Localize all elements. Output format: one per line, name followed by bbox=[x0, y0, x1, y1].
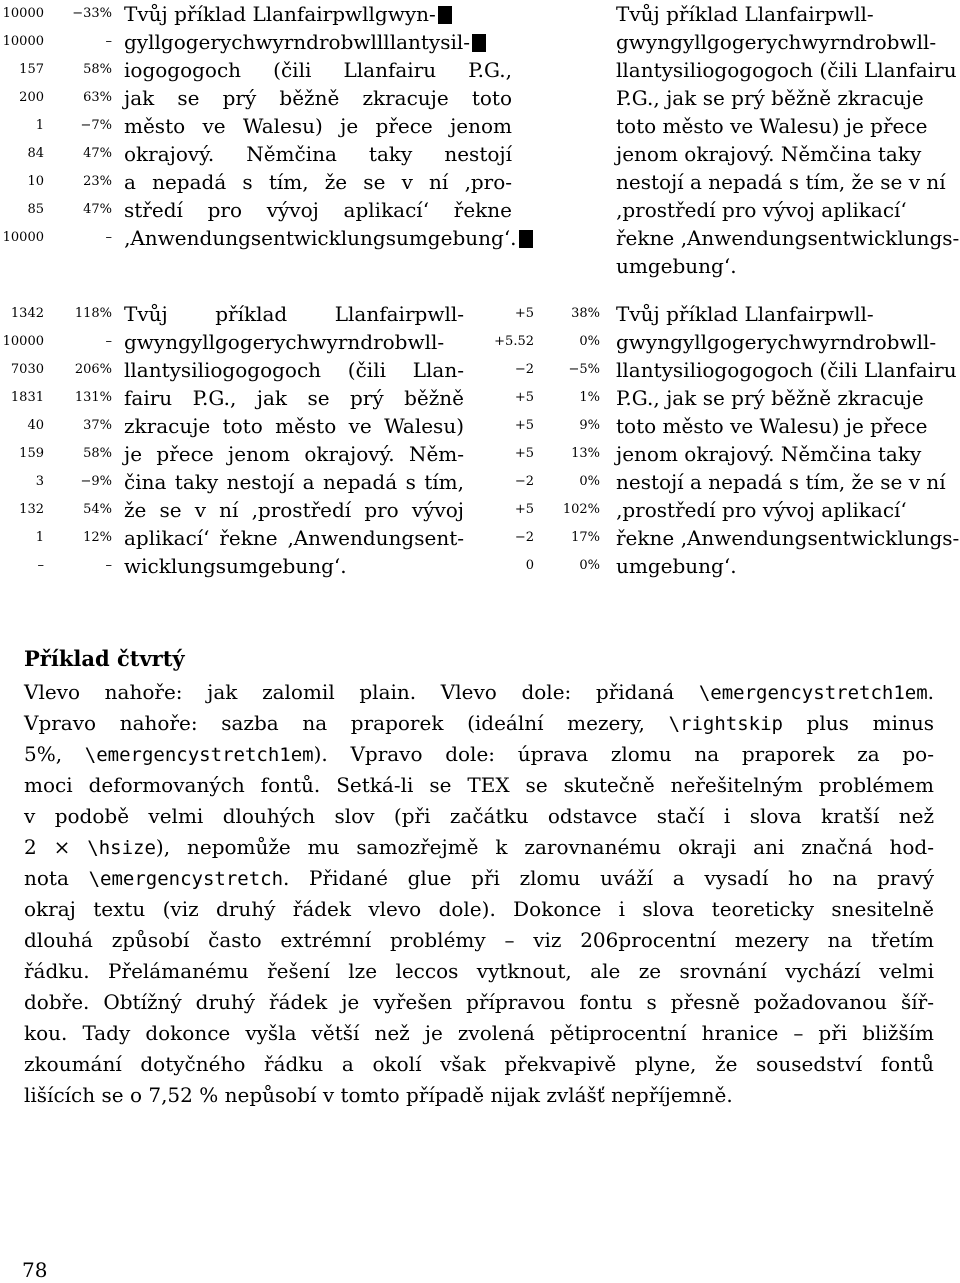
text-line: že se v ní ‚prostředí pro vývoj bbox=[124, 498, 464, 522]
badness-value: 1 bbox=[35, 118, 44, 133]
stretch-value: 47% bbox=[83, 146, 112, 161]
paragraph-line bbox=[24, 1049, 934, 1080]
stretch-value: 47% bbox=[83, 202, 112, 217]
paragraph-text: dobře. Obtížný druhý řádek je vyřešen přípravou fontu s přesně požadovanou šíř- bbox=[24, 990, 934, 1014]
stretch-value: 102% bbox=[562, 502, 600, 517]
overfull-box-marker bbox=[472, 34, 486, 52]
text-line: nestojí a nepadá s tím, že se v ní bbox=[616, 470, 946, 494]
badness-value: 132 bbox=[19, 502, 44, 517]
paragraph-line bbox=[24, 708, 934, 740]
expand-value: +5 bbox=[514, 446, 534, 461]
text-line: gwyngyllgogerychwyrndrobwll- bbox=[616, 330, 937, 354]
text-line: Tvůj příklad Llanfairpwllgwyn- bbox=[124, 0, 512, 28]
tex-command: \emergencystretch1em bbox=[698, 682, 928, 704]
paragraph-line bbox=[24, 832, 934, 864]
stretch-value: – bbox=[105, 334, 112, 349]
stretch-value: −7% bbox=[80, 118, 112, 133]
paragraph-line bbox=[24, 925, 934, 956]
page-number: 78 bbox=[22, 1258, 48, 1282]
text-line: llantysiliogogogoch (čili Llanfairu bbox=[616, 58, 957, 82]
expand-value: −2 bbox=[514, 530, 534, 545]
text-line: toto město ve Walesu) je přece bbox=[616, 114, 928, 138]
paragraph-text: . bbox=[927, 680, 934, 704]
text-line: toto město ve Walesu) je přece bbox=[616, 414, 928, 438]
section-heading: Příklad čtvrtý bbox=[24, 646, 185, 671]
paragraph-text: okraj textu (viz druhý řádek vlevo dole). Dokonce i slova teoreticky snesitelně bbox=[24, 897, 934, 921]
text-line: gwyngyllgogerychwyrndrobwll- bbox=[616, 30, 937, 54]
paragraph-text: ). Vpravo dole: úprava zlomu na praporek za po- bbox=[313, 742, 934, 766]
text-line: Tvůj příklad Llanfairpwll- bbox=[616, 302, 874, 326]
text-line: jenom okrajový. Němčina taky bbox=[616, 142, 922, 166]
text-line: zkracuje toto město ve Walesu) bbox=[124, 414, 464, 438]
stretch-value: – bbox=[105, 558, 112, 573]
badness-value: 10000 bbox=[2, 334, 44, 349]
stretch-value: −9% bbox=[80, 474, 112, 489]
badness-value: 1342 bbox=[10, 306, 44, 321]
stretch-value: 1% bbox=[579, 390, 600, 405]
paragraph-line bbox=[24, 1080, 934, 1111]
paragraph-text: ), nepomůže mu samozřejmě k zarovnanému okraji ani značná hod- bbox=[155, 835, 934, 859]
text-line: aplikací‘ řekne ‚Anwendungsent- bbox=[124, 526, 464, 550]
text-line: řekne ‚Anwendungsentwicklungs- bbox=[616, 226, 960, 250]
badness-value: 10000 bbox=[2, 34, 44, 49]
badness-value: 159 bbox=[19, 446, 44, 461]
text-line: je přece jenom okrajový. Něm- bbox=[124, 442, 464, 466]
stretch-value: 37% bbox=[83, 418, 112, 433]
badness-value: 1831 bbox=[10, 390, 44, 405]
text-line: P.G., jak se prý běžně zkracuje bbox=[616, 86, 924, 110]
paragraph-line bbox=[24, 677, 934, 709]
badness-value: 10000 bbox=[2, 6, 44, 21]
expand-value: +5 bbox=[514, 418, 534, 433]
stretch-value: −5% bbox=[568, 362, 600, 377]
paragraph-line bbox=[24, 770, 934, 801]
paragraph-text: Vpravo nahoře: sazba na praporek (ideální mezery, bbox=[24, 711, 669, 735]
stretch-value: 54% bbox=[83, 502, 112, 517]
tex-command: \emergencystretch bbox=[88, 868, 284, 890]
stretch-value: 12% bbox=[83, 530, 112, 545]
text-line: město ve Walesu) je přece jenom bbox=[124, 114, 512, 138]
text-line: gwyngyllgogerychwyrndrobwll- bbox=[124, 330, 445, 354]
overfull-box-marker bbox=[438, 6, 452, 24]
stretch-value: – bbox=[105, 34, 112, 49]
stretch-value: 131% bbox=[74, 390, 112, 405]
paragraph-text: plus minus bbox=[782, 711, 934, 735]
badness-value: 7030 bbox=[10, 362, 44, 377]
paragraph-text: Vlevo nahoře: jak zalomil plain. Vlevo dole: přidaná bbox=[24, 680, 699, 704]
text-line: Tvůj příklad Llanfairpwll- bbox=[616, 2, 874, 26]
badness-value: 200 bbox=[19, 90, 44, 105]
paragraph-line bbox=[24, 801, 934, 832]
paragraph-line bbox=[24, 1018, 934, 1049]
paragraph-text: zkoumání dotyčného řádku a okolí však překvapivě plyne, že sousedství fontů bbox=[24, 1052, 934, 1076]
text-line: jenom okrajový. Němčina taky bbox=[616, 442, 922, 466]
paragraph-line bbox=[24, 863, 934, 895]
tex-command: \hsize bbox=[87, 837, 156, 859]
paragraph-text: řádku. Přelámanému řešení lze leccos vytknout, ale ze srovnání vychází velmi bbox=[24, 959, 934, 983]
expand-value: +5 bbox=[514, 390, 534, 405]
paragraph-line bbox=[24, 987, 934, 1018]
stretch-value: 38% bbox=[571, 306, 600, 321]
badness-value: 3 bbox=[35, 474, 44, 489]
badness-value: 40 bbox=[27, 418, 44, 433]
tex-command: \emergencystretch1em bbox=[84, 744, 314, 766]
text-line: umgebung‘. bbox=[616, 554, 737, 578]
paragraph-text: lišících se o 7,52 % nepůsobí v tomto případě nijak zvlášť nepříjemně. bbox=[24, 1083, 733, 1107]
badness-value: 1 bbox=[35, 530, 44, 545]
paragraph-line bbox=[24, 739, 934, 771]
badness-value: 10000 bbox=[2, 230, 44, 245]
text-line: nestojí a nepadá s tím, že se v ní bbox=[616, 170, 946, 194]
paragraph-line bbox=[24, 956, 934, 987]
text-line: ‚prostředí pro vývoj aplikací‘ bbox=[616, 498, 907, 522]
paragraph-text: . Přidané glue při zlomu uváží a vysadí ho na pravý bbox=[283, 866, 934, 890]
text-line: a nepadá s tím, že se v ní ‚pro- bbox=[124, 170, 512, 194]
text-line: llantysiliogogogoch (čili Llanfairu bbox=[616, 358, 957, 382]
badness-value: 84 bbox=[27, 146, 44, 161]
text-line: gyllgogerychwyrndrobwllllantysil- bbox=[124, 28, 512, 56]
text-line: fairu P.G., jak se prý běžně bbox=[124, 386, 464, 410]
stretch-value: 0% bbox=[579, 558, 600, 573]
text-line: P.G., jak se prý běžně zkracuje bbox=[616, 386, 924, 410]
paragraph-text: dlouhá způsobí často extrémní problémy – viz 206procentní mezery na třetím bbox=[24, 928, 934, 952]
stretch-value: 9% bbox=[579, 418, 600, 433]
expand-value: 0 bbox=[525, 558, 534, 573]
text-line: řekne ‚Anwendungsentwicklungs- bbox=[616, 526, 960, 550]
stretch-value: 0% bbox=[579, 474, 600, 489]
text-line: llantysiliogogogoch (čili Llan- bbox=[124, 358, 464, 382]
stretch-value: 118% bbox=[74, 306, 112, 321]
text-line: umgebung‘. bbox=[616, 254, 737, 278]
paragraph-text: kou. Tady dokonce vyšla větší než je zvolená pětiprocentní hranice – při bližším bbox=[24, 1021, 934, 1045]
stretch-value: 13% bbox=[571, 446, 600, 461]
paragraph-text: 5%, bbox=[24, 742, 85, 766]
text-line: jak se prý běžně zkracuje toto bbox=[124, 86, 512, 110]
text-line: ‚prostředí pro vývoj aplikací‘ bbox=[616, 198, 907, 222]
text-line: ‚Anwendungsentwicklungsumgebung‘. bbox=[124, 224, 512, 252]
stretch-value: 17% bbox=[571, 530, 600, 545]
paragraph-line bbox=[24, 894, 934, 925]
badness-value: 10 bbox=[27, 174, 44, 189]
overfull-box-marker bbox=[519, 230, 533, 248]
text-line: čina taky nestojí a nepadá s tím, bbox=[124, 470, 464, 494]
stretch-value: 63% bbox=[83, 90, 112, 105]
expand-value: +5.52 bbox=[494, 334, 534, 349]
badness-value: 85 bbox=[27, 202, 44, 217]
text-line: okrajový. Němčina taky nestojí bbox=[124, 142, 512, 166]
badness-value: 157 bbox=[19, 62, 44, 77]
stretch-value: 58% bbox=[83, 62, 112, 77]
paragraph-text: moci deformovaných fontů. Setká-li se TEX se skutečně neřešitelným problémem bbox=[24, 773, 934, 797]
expand-value: −2 bbox=[514, 474, 534, 489]
text-line: iogogogoch (čili Llanfairu P.G., bbox=[124, 58, 512, 82]
stretch-value: 58% bbox=[83, 446, 112, 461]
stretch-value: 206% bbox=[74, 362, 112, 377]
stretch-value: 0% bbox=[579, 334, 600, 349]
paragraph-text: nota bbox=[24, 866, 89, 890]
paragraph-text: v podobě velmi dlouhých slov (při začátku odstavce stačí i slova kratší než bbox=[24, 804, 934, 828]
expand-value: −2 bbox=[514, 362, 534, 377]
expand-value: +5 bbox=[514, 502, 534, 517]
paragraph-text: 2 × bbox=[24, 835, 88, 859]
stretch-value: −33% bbox=[72, 6, 112, 21]
badness-value: – bbox=[37, 558, 44, 573]
expand-value: +5 bbox=[514, 306, 534, 321]
text-line: Tvůj příklad Llanfairpwll- bbox=[124, 302, 464, 326]
stretch-value: 23% bbox=[83, 174, 112, 189]
text-line: středí pro vývoj aplikací‘ řekne bbox=[124, 198, 512, 222]
text-line: wicklungsumgebung‘. bbox=[124, 554, 347, 578]
tex-command: \rightskip bbox=[668, 713, 783, 735]
stretch-value: – bbox=[105, 230, 112, 245]
